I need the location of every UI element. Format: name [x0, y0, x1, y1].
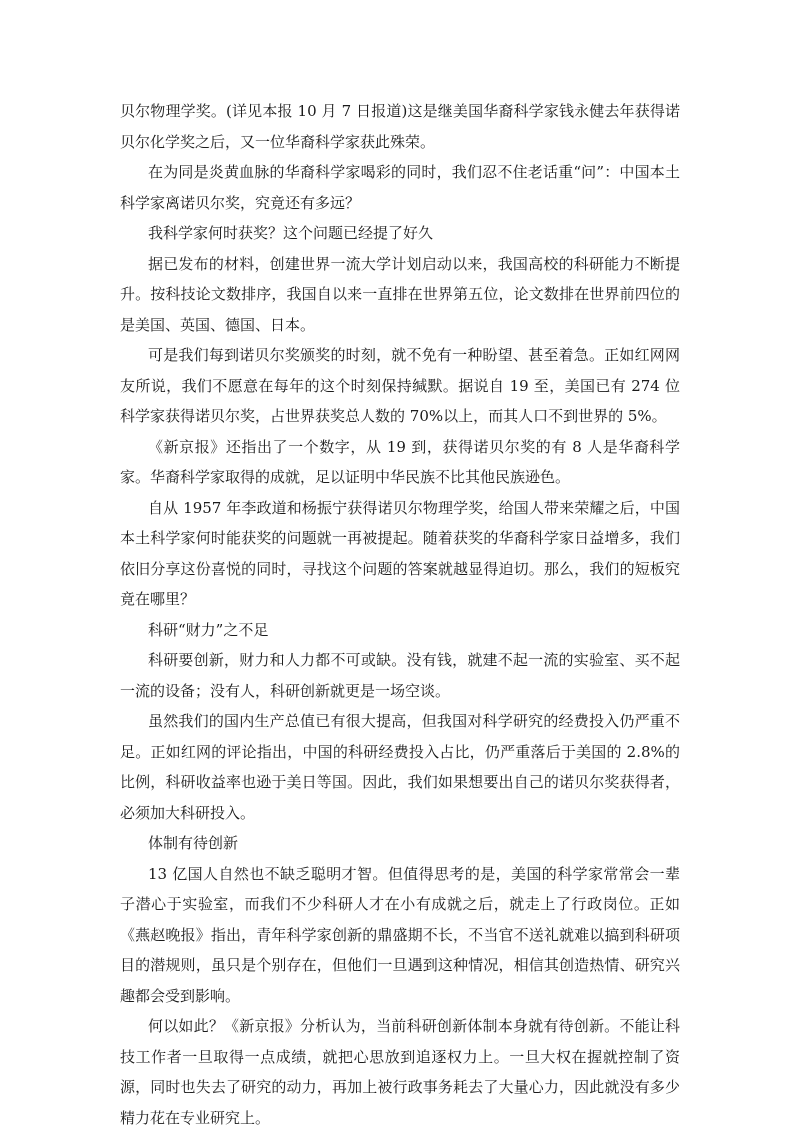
- paragraph-award-anticipation: 可是我们每到诺贝尔奖颁奖的时刻，就不免有一种盼望、甚至着急。正如红网网友所说，我们不愿意在每年的这个时刻保持缄默。据说自 19 至，美国已有 274 位科学家获得诺贝尔奖，占世界获奖总人数的 70%以上，而其人口不到世界的 5%。: [120, 346, 680, 425]
- section-heading-funding: 科研“财力”之不足: [148, 620, 269, 639]
- paragraph-money-and-talent: 科研要创新，财力和人力都不可或缺。没有钱，就建不起一流的实验室、买不起一流的设备；没有人，科研创新就更是一场空谈。: [120, 651, 680, 700]
- paragraph-continuation: 贝尔物理学奖。(详见本报 10 月 7 日报道)这是继美国华裔科学家钱永健去年获得诺贝尔化学奖之后，又一位华裔科学家获此殊荣。: [120, 102, 680, 151]
- paragraph-research-capacity: 据已发布的材料，创建世界一流大学计划启动以来，我国高校的科研能力不断提升。按科技论文数排序，我国自以来一直排在世界第五位，论文数排在世界前四位的是美国、英国、德国、日本。: [120, 254, 680, 334]
- paragraph-1957-award: 自从 1957 年李政道和杨振宁获得诺贝尔物理学奖，给国人带来荣耀之后，中国本土科学家何时能获奖的问题就一再被提起。随着获奖的华裔科学家日益增多，我们依旧分享这份喜悦的同时，寻找这个问题的答案就越显得迫切。那么，我们的短板究竟在哪里？: [120, 498, 680, 608]
- paragraph-system-innovation: 何以如此？《新京报》分析认为，当前科研创新体制本身就有待创新。不能让科技工作者一旦取得一点成绩，就把心思放到追逐权力上。一旦大权在握就控制了资源，同时也失去了研究的动力，再加上被行政事务耗去了大量心力，因此就没有多少精力花在专业研究上。: [120, 1017, 680, 1127]
- document-page: [120, 96, 680, 1133]
- section-heading-system: 体制有待创新: [148, 834, 239, 852]
- paragraph-talent-admin: 13 亿国人自然也不缺乏聪明才智。但值得思考的是，美国的科学家常常会一辈子潜心于实验室，而我们不少科研人才在小有成就之后，就走上了行政岗位。正如《燕赵晚报》指出，青年科学家创新的鼎盛期不长，不当官不送礼就难以搞到科研项目的潜规则，虽只是个别存在，但他们一旦遇到这种情况，相信其创造热情、研究兴趣都会受到影响。: [120, 864, 680, 1005]
- paragraph-chinese-laureates: 《新京报》还指出了一个数字，从 19 到，获得诺贝尔奖的有 8 人是华裔科学家。华裔科学家取得的成就，足以证明中华民族不比其他民族逊色。: [120, 437, 680, 486]
- paragraph-funding-gap: 虽然我们的国内生产总值已有很大提高，但我国对科学研究的经费投入仍严重不足。正如红网的评论指出，中国的科研经费投入占比，仍严重落后于美国的 2.8%的比例，科研收益率也逊于美日等国。因此，我们如果想要出自己的诺贝尔奖获得者，必须加大科研投入。: [120, 712, 680, 822]
- section-heading-when-award: 我科学家何时获奖？这个问题已经提了好久: [148, 224, 434, 242]
- paragraph-question: 在为同是炎黄血脉的华裔科学家喝彩的同时，我们忍不住老话重“问”：中国本土科学家离诺贝尔奖，究竟还有多远？: [120, 163, 680, 212]
